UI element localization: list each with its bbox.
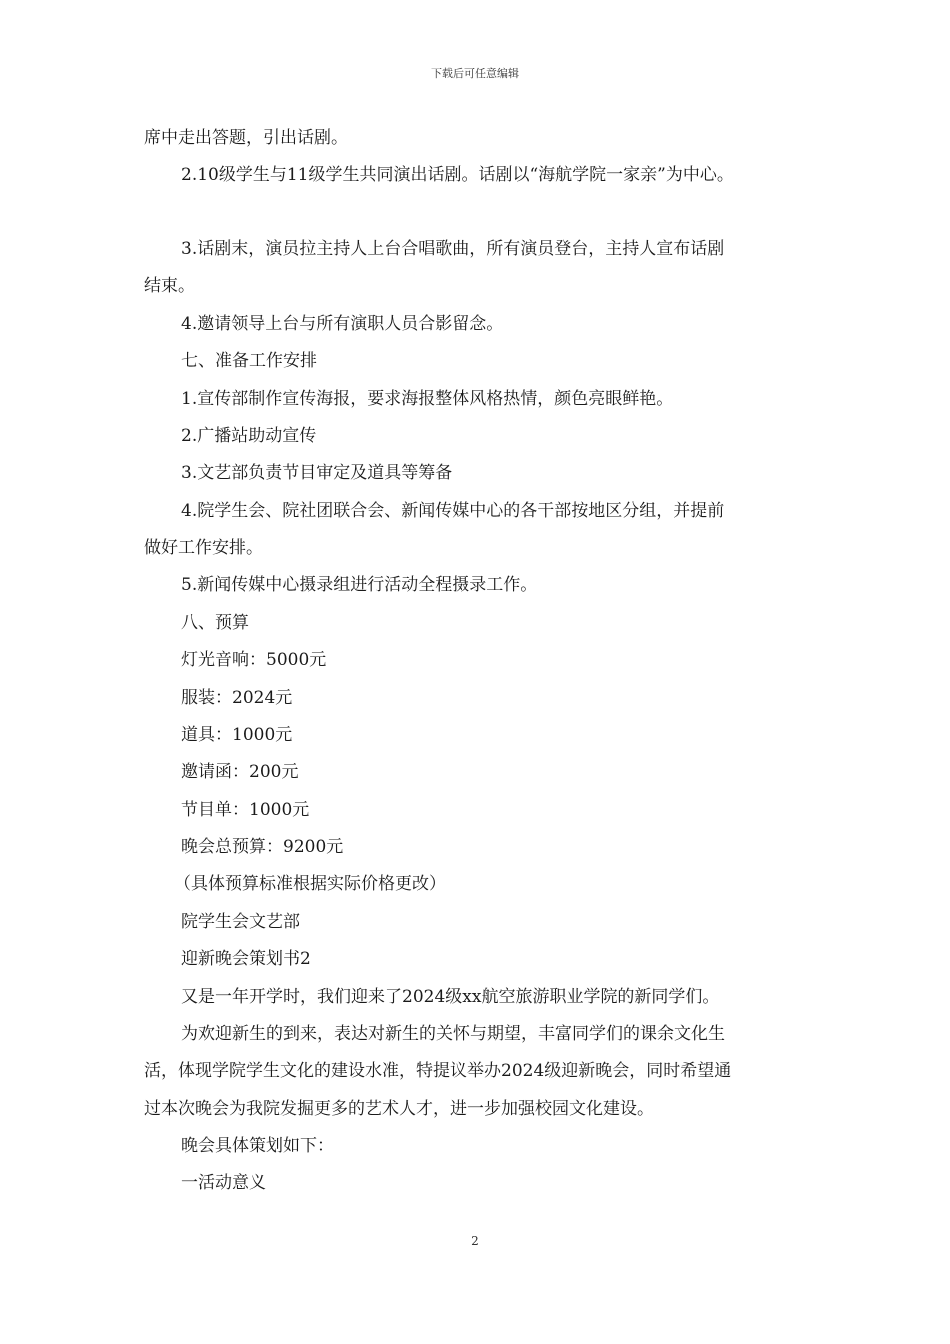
budget-item: 服装：2024元 xyxy=(181,688,293,708)
body-line: 晚会具体策划如下： xyxy=(181,1136,334,1156)
body-line: 活，体现学院学生文化的建设水准，特提议举办2024级迎新晚会，同时希望通 xyxy=(144,1061,732,1081)
section-heading: 七、准备工作安排 xyxy=(181,351,317,371)
body-line: 为欢迎新生的到来，表达对新生的关怀与期望，丰富同学们的课余文化生 xyxy=(181,1024,725,1044)
body-line: 1.宣传部制作宣传海报，要求海报整体风格热情，颜色亮眼鲜艳。 xyxy=(181,389,674,409)
body-line: 做好工作安排。 xyxy=(144,538,263,558)
body-line: 3.文艺部负责节目审定及道具等筹备 xyxy=(181,463,453,483)
budget-total: 晚会总预算：9200元 xyxy=(181,837,344,857)
body-line: 2.广播站助动宣传 xyxy=(181,426,317,446)
section-heading: 一活动意义 xyxy=(181,1173,266,1193)
document-title: 迎新晚会策划书2 xyxy=(181,949,311,969)
budget-item: 道具：1000元 xyxy=(181,725,293,745)
body-line: 过本次晚会为我院发掘更多的艺术人才，进一步加强校园文化建设。 xyxy=(144,1099,654,1119)
body-line: 4.邀请领导上台与所有演职人员合影留念。 xyxy=(181,314,504,334)
budget-note: （具体预算标准根据实际价格更改） xyxy=(174,874,446,894)
body-line: 4.院学生会、院社团联合会、新闻传媒中心的各干部按地区分组，并提前 xyxy=(181,501,725,521)
body-line: 席中走出答题，引出话剧。 xyxy=(144,128,348,148)
body-line: 结束。 xyxy=(144,276,195,296)
section-heading: 八、预算 xyxy=(181,613,249,633)
signature-line: 院学生会文艺部 xyxy=(181,912,300,932)
page-number: 2 xyxy=(471,1234,479,1248)
budget-item: 邀请函：200元 xyxy=(181,762,299,782)
body-line: 3.话剧末，演员拉主持人上台合唱歌曲，所有演员登台，主持人宣布话剧 xyxy=(181,239,725,259)
budget-item: 节目单：1000元 xyxy=(181,800,310,820)
body-line: 又是一年开学时，我们迎来了2024级xx航空旅游职业学院的新同学们。 xyxy=(181,987,720,1007)
body-line: 5.新闻传媒中心摄录组进行活动全程摄录工作。 xyxy=(181,575,538,595)
page-header: 下载后可任意编辑 xyxy=(431,67,519,80)
budget-item: 灯光音响：5000元 xyxy=(181,650,327,670)
body-line: 2.10级学生与11级学生共同演出话剧。话剧以“海航学院一家亲”为中心。 xyxy=(181,165,734,185)
